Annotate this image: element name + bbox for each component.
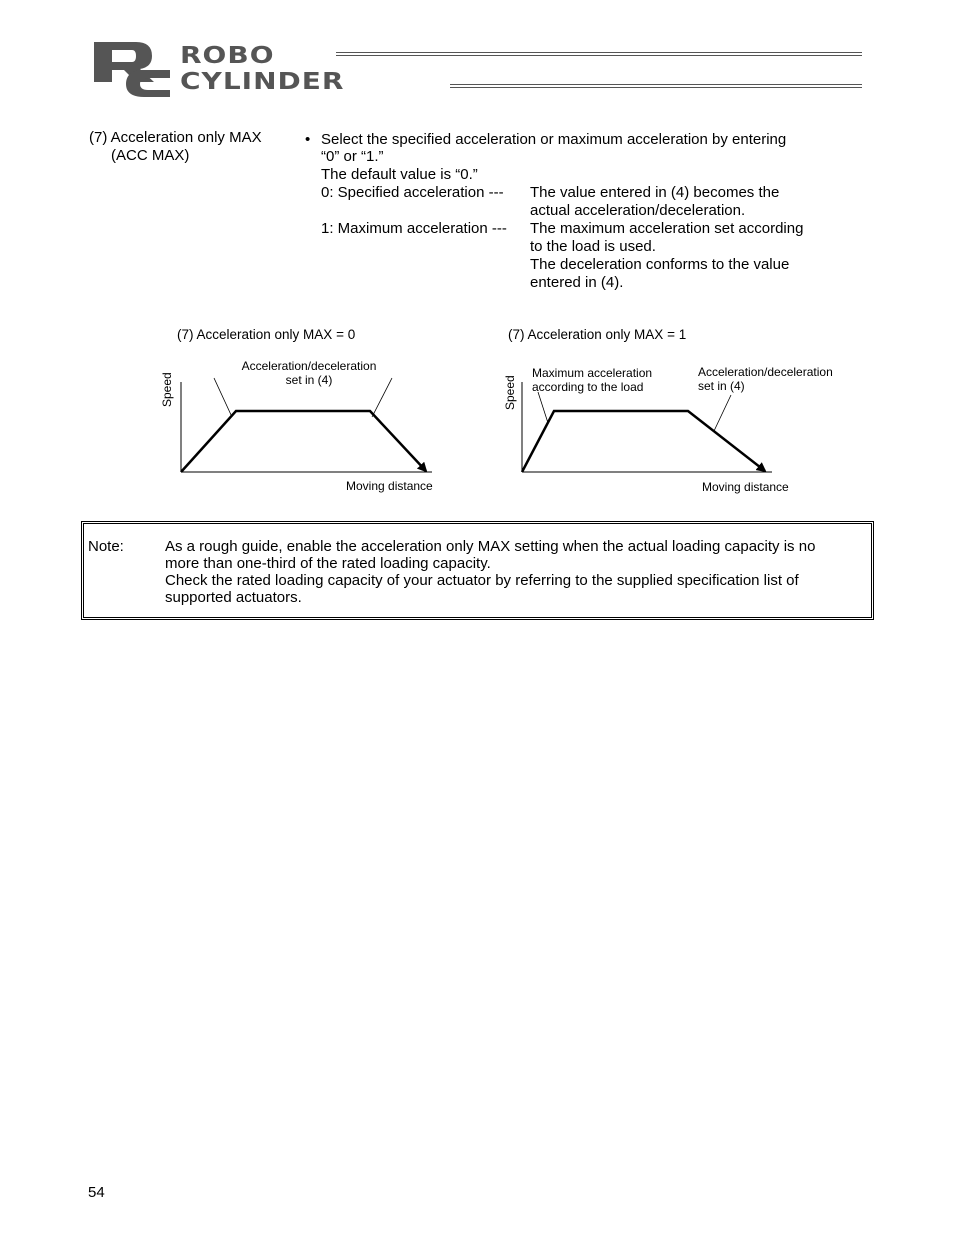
option-1-description: entered in (4). [530, 274, 624, 291]
callout-label: Maximum acceleration according to the load [532, 366, 653, 394]
option-0-description: The value entered in (4) becomes the [530, 184, 780, 201]
callout-leader [538, 392, 548, 423]
x-axis-label: Moving distance [346, 479, 433, 493]
robo-cylinder-logo-mark [92, 40, 172, 98]
option-0-label: 0: Specified acceleration --- [321, 184, 504, 201]
callout-label: Acceleration/deceleration set in (4) [241, 359, 377, 387]
note-line: Check the rated loading capacity of your actuator by referring to the supplied specification list of [165, 572, 799, 589]
note-box [83, 523, 872, 618]
diagram-title: (7) Acceleration only MAX = 1 [508, 327, 687, 342]
callout-leader [372, 378, 392, 417]
x-axis-label: Moving distance [702, 480, 789, 494]
option-1-description: to the load is used. [530, 238, 656, 255]
diagram-title: (7) Acceleration only MAX = 0 [177, 327, 356, 342]
y-axis-label: Speed [503, 375, 517, 410]
note-label: Note: [88, 538, 124, 555]
description-line: “0” or “1.” [321, 148, 384, 165]
speed-profile-plot [512, 370, 782, 480]
option-1-description: The maximum acceleration set according [530, 220, 804, 237]
page-number: 54 [88, 1184, 105, 1201]
logo-word-cylinder: CYLINDER [180, 67, 345, 95]
header-rule-top-1 [336, 52, 862, 53]
parameter-abbrev: (ACC MAX) [111, 147, 190, 164]
parameter-name: (7) Acceleration only MAX [89, 129, 262, 146]
callout-label: Acceleration/deceleration set in (4) [698, 365, 833, 393]
option-0-description: actual acceleration/deceleration. [530, 202, 746, 219]
speed-profile-plot [170, 370, 440, 480]
header-rule-top-2 [336, 55, 862, 56]
callout-leader [714, 395, 731, 431]
bullet: • [305, 131, 311, 148]
y-axis-label: Speed [160, 372, 174, 407]
option-1-label: 1: Maximum acceleration --- [321, 220, 507, 237]
note-line: more than one-third of the rated loading capacity. [165, 555, 491, 572]
callout-leader [214, 378, 232, 417]
note-line: As a rough guide, enable the acceleration only MAX setting when the actual loading capacity is no [165, 538, 816, 555]
description-line: Select the specified acceleration or maximum acceleration by entering [321, 131, 787, 148]
header-rule-bottom-1 [450, 84, 862, 85]
logo-word-robo: ROBO [180, 41, 275, 69]
option-1-description: The deceleration conforms to the value [530, 256, 790, 273]
note-line: supported actuators. [165, 589, 302, 606]
header-rule-bottom-2 [450, 87, 862, 88]
speed-profile-line [181, 411, 426, 472]
speed-profile-line [522, 411, 765, 472]
default-value-text: The default value is “0.” [321, 166, 478, 183]
